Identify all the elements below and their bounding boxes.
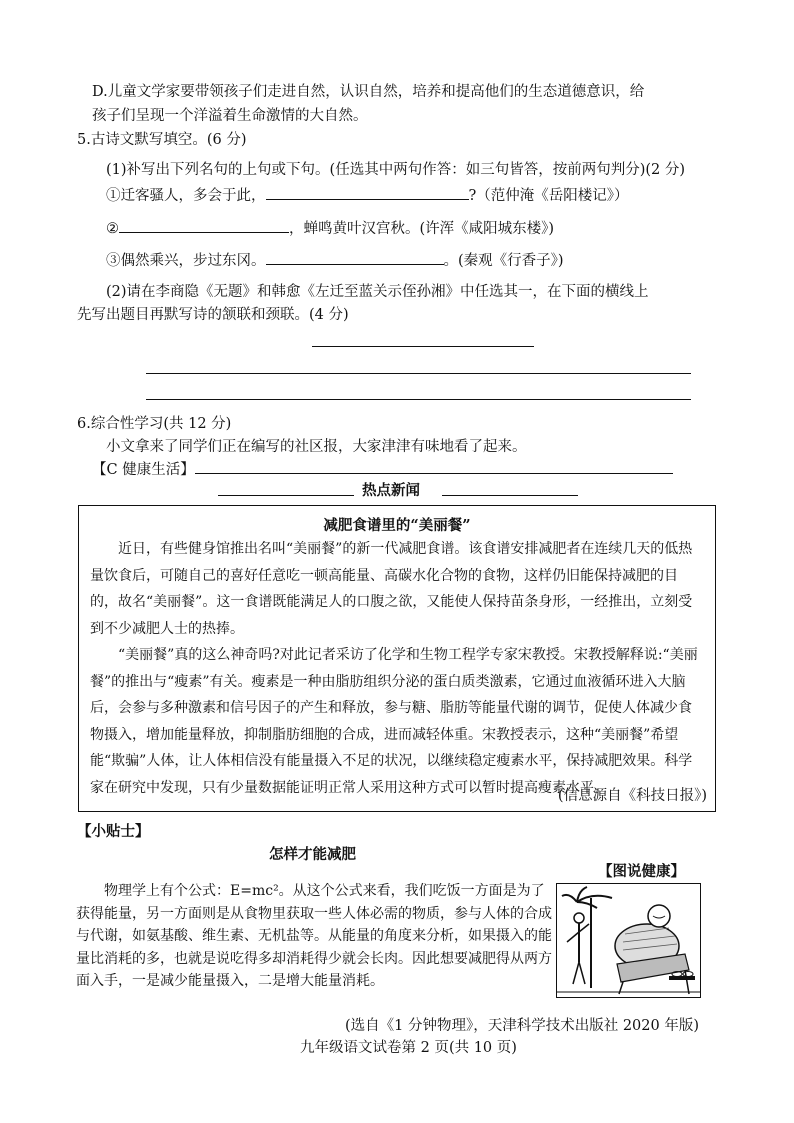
option-d-line1: D.儿童文学家要带领孩子们走进自然，认识自然，培养和提高他们的生态道德意识，给 [92,84,645,100]
tips-label: 【小贴士】 [77,823,150,840]
q2-line2: 先写出题目再默写诗的颔联和颈联。(4 分) [77,307,349,323]
q2-line1: (2)请在李商隐《无题》和韩愈《左迁至蓝关示侄孙湘》中任选其一，在下面的横线上 [106,284,649,300]
article-title: 减肥食谱里的“美丽餐” [323,517,471,534]
section6-intro: 小文拿来了同学们正在编写的社区报，大家津津有味地看了起来。 [106,439,527,455]
item2-suffix: ，蝉鸣黄叶汉宫秋。(许浑《咸阳城东楼》) [289,221,555,237]
hot-news-label: 热点新闻 [362,482,420,499]
item1-suffix: ?（范仲淹《岳阳楼记》） [468,188,629,204]
column-answer-blank[interactable] [195,459,673,474]
answer-line-title[interactable] [312,346,534,347]
recite-item-2 [106,218,554,239]
answer-blank-2[interactable] [119,218,289,233]
article-source: (信息源自《科技日报》) [557,788,707,804]
picture-label: 【图说健康】 [598,863,685,880]
answer-line-1[interactable] [146,373,691,374]
item3-suffix: 。(秦观《行香子》) [443,253,564,269]
section5-title: 5.古诗文默写填空。(6 分) [77,132,247,148]
article-box [78,505,716,812]
hot-news-blank-left[interactable] [218,495,354,496]
hot-news-blank-right[interactable] [442,495,578,496]
answer-line-2[interactable] [146,399,691,400]
section6-title: 6.综合性学习(共 12 分) [77,416,232,432]
article-para-1: 近日，有些健身馆推出名叫“美丽餐”的新一代减肥食谱。该食谱安排减肥者在连续几天的低热量饮食后，可随自己的喜好任意吃一顿高能量、高碳水化合物的食物，这样仍旧能保持减肥的目的，故名“美丽餐”。这一食谱既能满足人的口腹之欲，又能使人保持苗条身形，一经推出，立刻受到不少减肥人士的热捧。 [90,541,693,637]
column-label [92,459,673,480]
answer-blank-1[interactable] [266,185,469,200]
health-cartoon-image [556,883,701,998]
item3-prefix: ③偶然乘兴，步过东冈。 [106,253,266,269]
tips-title: 怎样才能减肥 [269,846,356,863]
article-para-2: “美丽餐”真的这么神奇吗?对此记者采访了化学和生物工程学专家宋教授。宋教授解释说:“美丽餐”的推出与“瘦素”有关。瘦素是一种由脂肪组织分泌的蛋白质类激素，它通过血液循环进入大脑后，会参与多种激素和信号因子的产生和释放，参与糖、脂肪等能量代谢的调节，促使人体减少食物摄入，增加能量释放，抑制脂肪细胞的合成，进而减轻体重。宋教授表示，这种“美丽餐”希望能“欺骗”人体，让人体相信没有能量摄入不足的状况，以继续稳定瘦素水平，保持减肥效果。科学家在研究中发现，只有少量数据能证明正常人采用这种方式可以暂时提高瘦素水平。 [90,647,698,796]
answer-blank-3[interactable] [266,250,444,265]
tips-source: (选自《1 分钟物理》，天津科学技术出版社 2020 年版) [344,1018,699,1034]
q1-intro: (1)补写出下列名句的上句或下句。(任选其中两句作答：如三句皆答，按前两句判分)(2 分) [106,162,685,178]
recite-item-3 [106,250,564,271]
item2-prefix: ② [106,221,119,237]
tips-body: 物理学上有个公式：E=mc²。从这个公式来看，我们吃饭一方面是为了获得能量，另一方面则是从食物里获取一些人体必需的物质，参与人体的合成与代谢，如氨基酸、维生素、无机盐等。从能量的角度来分析，如果摄入的能量比消耗的多，也就是说吃得多却消耗得少就会长肉。因此想要减肥得从两方面入手，一是减少能量摄入，二是增大能量消耗。 [76,883,552,989]
option-d-line2: 孩子们呈现一个洋溢着生命激情的大自然。 [92,108,368,124]
item1-prefix: ①迁客骚人，多会于此， [106,188,266,204]
recite-item-1 [106,185,629,206]
page-footer: 九年级语文试卷第 2 页(共 10 页) [300,1040,517,1056]
column-label-text: 【C 健康生活】 [92,462,195,478]
